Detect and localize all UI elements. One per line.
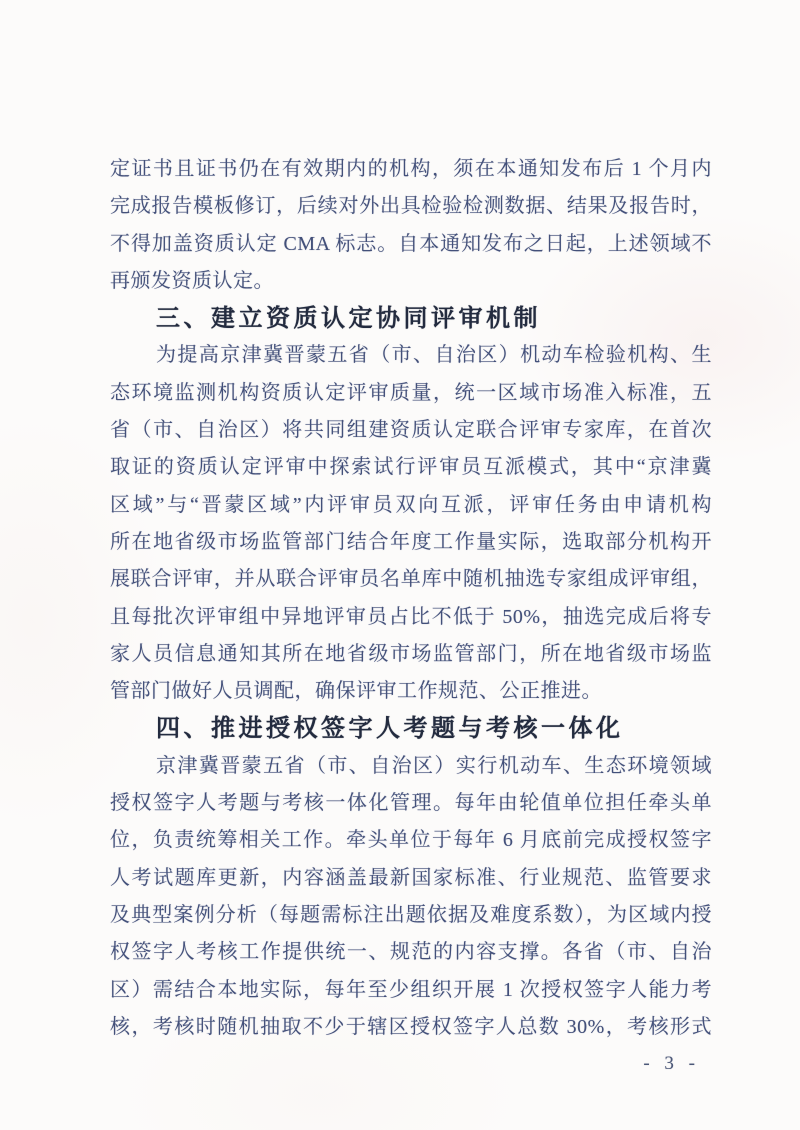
- text-line: 且每批次评审组中异地评审员占比不低于 50%，抽选完成后将专: [110, 605, 712, 628]
- text-line: 所在地省级市场监管部门结合年度工作量实际，选取部分机构开: [110, 530, 712, 553]
- document-text-block: [110, 151, 712, 1046]
- text-line: 家人员信息通知其所在地省级市场监管部门，所在地省级市场监: [110, 642, 712, 665]
- text-line: 京津冀晋蒙五省（市、自治区）实行机动车、生态环境领域: [156, 754, 712, 777]
- text-line: 省（市、自治区）将共同组建资质认定联合评审专家库，在首次: [110, 419, 712, 442]
- text-line: 态环境监测机构资质认定评审质量，统一区域市场准入标准，五: [110, 381, 712, 404]
- text-line: 核，考核时随机抽取不少于辖区授权签字人总数 30%，考核形式: [110, 1015, 712, 1038]
- text-line: 定证书且证书仍在有效期内的机构，须在本通知发布后 1 个月内: [110, 158, 712, 180]
- text-line: 取证的资质认定评审中探索试行评审员互派模式，其中“京津冀: [110, 456, 712, 479]
- page-number: - 3 -: [643, 1053, 700, 1074]
- section-3-heading: 三、建立资质认定协同评审机制: [156, 305, 541, 333]
- text-line: 授权签字人考题与考核一体化管理。每年由轮值单位担任牵头单: [110, 792, 712, 815]
- text-line: 权签字人考核工作提供统一、规范的内容支撑。各省（市、自治: [110, 941, 712, 964]
- text-line: 再颁发资质认定。: [110, 269, 274, 292]
- text-line: 及典型案例分析（每题需标注出题依据及难度系数），为区域内授: [110, 903, 712, 926]
- text-line: 位，负责统筹相关工作。牵头单位于每年 6 月底前完成授权签字: [110, 829, 712, 852]
- text-line: 展联合评审，并从联合评审员名单库中随机抽选专家组成评审组，: [110, 568, 712, 591]
- section-4-heading: 四、推进授权签字人考题与考核一体化: [156, 715, 624, 743]
- text-line: 管部门做好人员调配，确保评审工作规范、公正推进。: [110, 680, 602, 703]
- text-line: 人考试题库更新，内容涵盖最新国家标准、行业规范、监管要求: [110, 866, 712, 889]
- text-line: 完成报告模板修订，后续对外出具检验检测数据、结果及报告时，: [110, 195, 712, 218]
- text-line: 不得加盖资质认定 CMA 标志。自本通知发布之日起，上述领域不: [110, 232, 712, 255]
- text-line: 为提高京津冀晋蒙五省（市、自治区）机动车检验机构、生: [156, 344, 712, 367]
- text-line: 区）需结合本地实际，每年至少组织开展 1 次授权签字人能力考: [110, 978, 712, 1001]
- text-line: 区域”与“晋蒙区域”内评审员双向互派，评审任务由申请机构: [110, 493, 712, 516]
